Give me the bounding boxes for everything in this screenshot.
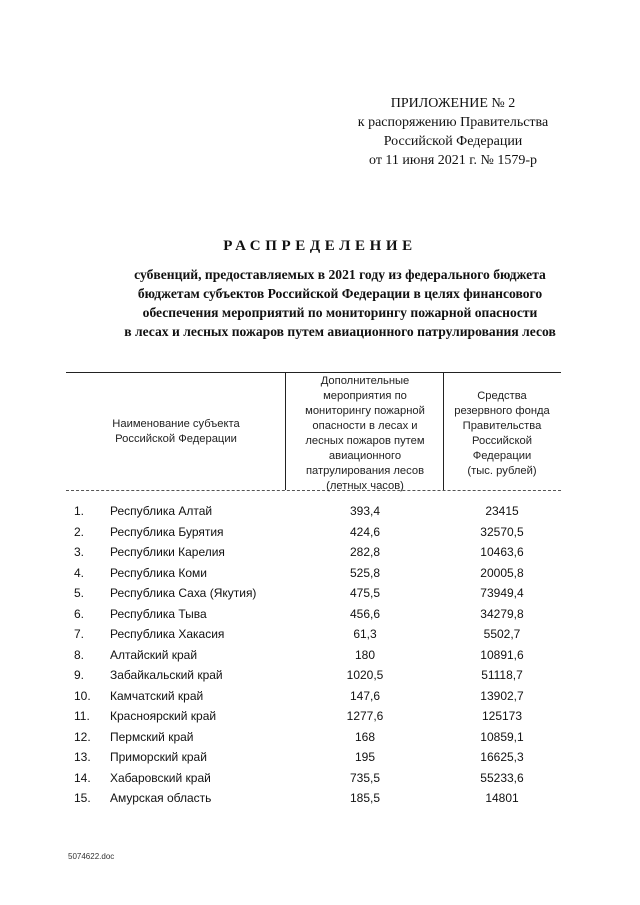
region-name: Хабаровский край bbox=[110, 770, 211, 785]
reserve-funds-value: 32570,5 bbox=[480, 524, 524, 539]
region-name: Приморский край bbox=[110, 750, 207, 764]
flight-hours-value: 456,6 bbox=[349, 606, 381, 621]
subtitle-line: в лесах и лесных пожаров путем авиационного патрулирования лесов bbox=[124, 324, 556, 339]
appendix-number: ПРИЛОЖЕНИЕ № 2 bbox=[390, 96, 516, 111]
table-row bbox=[0, 524, 640, 545]
header-line: опасности в лесах и bbox=[312, 420, 418, 432]
header-line: Правительства bbox=[462, 420, 542, 432]
document-subtitle bbox=[60, 265, 620, 341]
header-divider bbox=[443, 372, 444, 490]
reserve-funds-value: 5502,7 bbox=[483, 627, 521, 641]
reserve-funds-value: 20005,8 bbox=[480, 565, 524, 580]
table-row bbox=[0, 708, 640, 729]
row-number: 1. bbox=[74, 504, 85, 518]
region-name: Алтайский край bbox=[110, 647, 198, 662]
row-number: 12. bbox=[74, 729, 91, 744]
reserve-funds-value: 13902,7 bbox=[480, 688, 524, 703]
region-name: Республика Саха (Якутия) bbox=[110, 586, 257, 600]
header-line: лесных пожаров путем bbox=[305, 435, 425, 447]
region-name: Забайкальский край bbox=[110, 668, 223, 682]
header-divider bbox=[285, 372, 286, 490]
row-number: 6. bbox=[74, 606, 85, 621]
flight-hours-value: 475,5 bbox=[349, 586, 381, 600]
reserve-funds-value: 125173 bbox=[481, 709, 523, 723]
header-line: резервного фонда bbox=[454, 405, 550, 417]
appendix-reference: к распоряжению Правительства bbox=[357, 115, 549, 130]
header-line: мероприятия по bbox=[323, 390, 407, 402]
region-name: Республика Хакасия bbox=[110, 627, 225, 641]
table-row bbox=[0, 565, 640, 586]
reserve-funds-value: 10891,6 bbox=[480, 647, 524, 662]
subtitle-line: бюджетам субъектов Российской Федерации в целях финансового bbox=[137, 286, 543, 301]
header-reserve-funds bbox=[446, 389, 558, 479]
table-row bbox=[0, 626, 640, 647]
flight-hours-value: 282,8 bbox=[349, 545, 381, 559]
subtitle-line: обеспечения мероприятий по мониторингу пожарной опасности bbox=[142, 305, 538, 320]
flight-hours-value: 1020,5 bbox=[346, 668, 384, 682]
table-row bbox=[0, 790, 640, 811]
header-line: Наименование субъекта bbox=[112, 418, 240, 430]
table-row bbox=[0, 770, 640, 791]
header-line: Российской Федерации bbox=[115, 433, 237, 445]
header-line: Средства bbox=[477, 390, 527, 402]
region-name: Амурская область bbox=[110, 791, 212, 805]
row-number: 4. bbox=[74, 565, 85, 580]
flight-hours-value: 1277,6 bbox=[346, 709, 384, 723]
region-name: Республика Алтай bbox=[110, 504, 213, 518]
row-number: 3. bbox=[74, 545, 85, 559]
row-number: 7. bbox=[74, 627, 85, 641]
reserve-funds-value: 51118,7 bbox=[481, 668, 523, 682]
table-row bbox=[0, 647, 640, 668]
region-name: Республика Коми bbox=[110, 565, 207, 580]
reserve-funds-value: 55233,6 bbox=[480, 770, 524, 785]
table-row bbox=[0, 606, 640, 627]
header-line: Российской bbox=[472, 435, 532, 447]
flight-hours-value: 168 bbox=[354, 729, 376, 744]
row-number: 13. bbox=[74, 750, 91, 764]
table-row bbox=[0, 749, 640, 770]
appendix-authority: Российской Федерации bbox=[383, 134, 523, 149]
table-row bbox=[0, 544, 640, 565]
table-top-rule bbox=[66, 372, 561, 373]
region-name: Красноярский край bbox=[110, 709, 217, 723]
reserve-funds-value: 10859,1 bbox=[480, 729, 524, 744]
header-flight-hours bbox=[290, 374, 440, 494]
header-line: (летных часов) bbox=[326, 480, 404, 492]
table-row bbox=[0, 585, 640, 606]
reserve-funds-value: 23415 bbox=[485, 504, 519, 518]
file-name: 5074622.doc bbox=[68, 852, 115, 861]
region-name: Камчатский край bbox=[110, 688, 204, 703]
row-number: 11. bbox=[74, 709, 90, 723]
header-line: (тыс. рублей) bbox=[467, 465, 537, 477]
region-name: Республика Тыва bbox=[110, 606, 207, 621]
flight-hours-value: 61,3 bbox=[353, 627, 377, 641]
row-number: 10. bbox=[74, 688, 91, 703]
row-number: 9. bbox=[74, 668, 85, 682]
row-number: 8. bbox=[74, 647, 85, 662]
header-line: патрулирования лесов bbox=[305, 465, 425, 477]
flight-hours-value: 735,5 bbox=[349, 770, 381, 785]
appendix-block bbox=[340, 94, 566, 170]
header-line: авиационного bbox=[328, 450, 402, 462]
document-title: РАСПРЕДЕЛЕНИЕ bbox=[223, 238, 417, 254]
flight-hours-value: 525,8 bbox=[349, 565, 381, 580]
reserve-funds-value: 16625,3 bbox=[480, 750, 524, 764]
table-body bbox=[0, 503, 640, 811]
flight-hours-value: 185,5 bbox=[349, 791, 381, 805]
header-line: Дополнительные bbox=[320, 375, 410, 387]
row-number: 2. bbox=[74, 524, 85, 539]
flight-hours-value: 424,6 bbox=[349, 524, 381, 539]
flight-hours-value: 147,6 bbox=[349, 688, 381, 703]
header-line: Федерации bbox=[472, 450, 532, 462]
reserve-funds-value: 14801 bbox=[485, 791, 519, 805]
subtitle-line: субвенций, предоставляемых в 2021 году из федерального бюджета bbox=[134, 267, 546, 282]
table-row bbox=[0, 667, 640, 688]
flight-hours-value: 180 bbox=[354, 647, 376, 662]
table-row bbox=[0, 688, 640, 709]
reserve-funds-value: 73949,4 bbox=[480, 586, 524, 600]
flight-hours-value: 393,4 bbox=[349, 504, 381, 518]
region-name: Пермский край bbox=[110, 729, 194, 744]
table-row bbox=[0, 729, 640, 750]
appendix-date: от 11 июня 2021 г. № 1579-р bbox=[369, 153, 537, 168]
reserve-funds-value: 10463,6 bbox=[480, 545, 524, 559]
region-name: Республики Карелия bbox=[110, 545, 225, 559]
row-number: 5. bbox=[74, 586, 85, 600]
header-line: мониторингу пожарной bbox=[305, 405, 425, 417]
header-region-name bbox=[86, 417, 266, 447]
region-name: Республика Бурятия bbox=[110, 524, 224, 539]
reserve-funds-value: 34279,8 bbox=[480, 606, 524, 621]
flight-hours-value: 195 bbox=[354, 750, 376, 764]
table-row bbox=[0, 503, 640, 524]
row-number: 14. bbox=[74, 770, 91, 785]
row-number: 15. bbox=[74, 791, 91, 805]
